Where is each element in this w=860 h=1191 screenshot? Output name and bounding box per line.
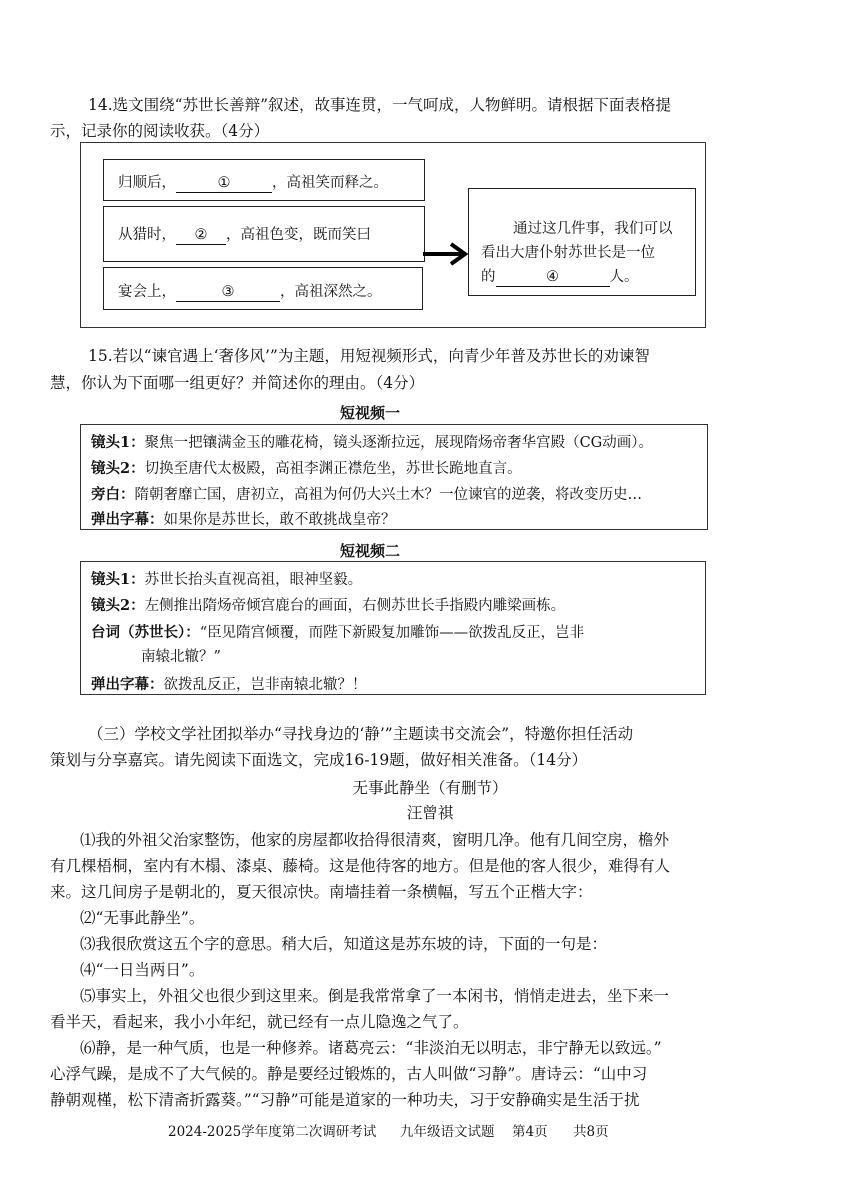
video2-row3-label: 台词（苏世长）： bbox=[91, 624, 200, 641]
video1-row-4 bbox=[91, 508, 396, 529]
video1-table bbox=[80, 424, 708, 530]
video2-row2-label: 镜头2： bbox=[91, 597, 145, 614]
video1-row-3 bbox=[91, 483, 642, 504]
video2-row4-label: 弹出字幕： bbox=[91, 676, 164, 693]
video1-row-2 bbox=[91, 457, 522, 478]
para3: ⑶我很欣赏这五个字的意思。稍大后，知道这是苏东坡的诗，下面的一句是： bbox=[80, 935, 608, 953]
video1-row3-text: 隋朝奢靡亡国，唐初立，高祖为何仍大兴土木？一位谏官的逆袭，将改变历史… bbox=[134, 487, 642, 503]
footer-exam-name: 2024-2025学年度第二次调研考试 bbox=[168, 1124, 377, 1140]
q15-prompt-line1: 15.若以“谏官遇上‘奢侈风’”为主题，用短视频形式，向青少年普及苏世长的劝谏智 bbox=[88, 347, 650, 365]
q14-box-3 bbox=[103, 267, 423, 310]
video1-row-1 bbox=[91, 431, 653, 452]
box3-suffix: ，高祖深然之。 bbox=[280, 284, 382, 300]
video2-row-2 bbox=[91, 594, 565, 615]
blank-3[interactable]: ③ bbox=[176, 283, 280, 302]
video1-row2-label: 镜头2： bbox=[91, 460, 145, 477]
video1-row2-text: 切换至唐代太极殿，高祖李渊正襟危坐，苏世长跪地直言。 bbox=[144, 461, 522, 477]
blank-2[interactable]: ② bbox=[176, 226, 226, 245]
article-title: 无事此静坐（有删节） bbox=[352, 779, 508, 797]
para1-line1: ⑴我的外祖父治家整饬，他家的房屋都收拾得很清爽，窗明几净。他有几间空房，檐外 bbox=[80, 831, 670, 849]
para4: ⑷“一日当两日”。 bbox=[80, 961, 205, 979]
q14-box-2 bbox=[103, 206, 425, 262]
para1-line3: 来。这几间房子是朝北的，夏天很凉快。南墙挂着一条横幅，写五个正楷大字： bbox=[50, 883, 593, 901]
arrow-right-icon bbox=[421, 241, 471, 267]
box3-prefix: 宴会上， bbox=[118, 284, 176, 300]
conclusion-line3-prefix: 的 bbox=[481, 269, 496, 285]
section3-intro-line2: 策划与分享嘉宾。请先阅读下面选文，完成16-19题，做好相关准备。（14分） bbox=[50, 751, 588, 769]
q14-conclusion-box bbox=[468, 188, 696, 296]
q14-prompt-line1: 14.选文围绕“苏世长善辩”叙述，故事连贯，一气呵成，人物鲜明。请根据下面表格提 bbox=[88, 96, 672, 114]
footer-subject: 九年级语文试题 bbox=[400, 1124, 495, 1140]
conclusion-line3-suffix: 人。 bbox=[609, 269, 639, 285]
video2-row1-text: 苏世长抬头直视高祖，眼神坚毅。 bbox=[144, 572, 363, 588]
video2-table bbox=[80, 561, 706, 695]
blank-4[interactable]: ④ bbox=[496, 268, 610, 287]
footer-page-number: 第4页 bbox=[512, 1124, 548, 1140]
video2-row4-text: 欲拨乱反正，岂非南辕北辙？！ bbox=[163, 677, 367, 693]
video2-row1-label: 镜头1： bbox=[91, 571, 145, 588]
para6-line2: 心浮气躁，是成不了大气候的。静是要经过锻炼的，古人叫做“习静”。唐诗云：“山中习 bbox=[50, 1065, 648, 1083]
para5-line1: ⑸事实上，外祖父也很少到这里来。倒是我常常拿了一本闲书，悄悄走进去，坐下来一 bbox=[80, 987, 670, 1005]
para6-line1: ⑹静，是一种气质，也是一种修养。诸葛亮云：“非淡泊无以明志，非宁静无以致远。” bbox=[80, 1039, 662, 1057]
video2-row-3 bbox=[91, 621, 584, 642]
video2-row-3-continued: 南辕北辙？” bbox=[141, 649, 221, 665]
para2: ⑵“无事此静坐”。 bbox=[80, 909, 205, 927]
video1-row1-label: 镜头1： bbox=[91, 434, 145, 451]
box2-suffix: ，高祖色变，既而笑曰 bbox=[226, 227, 371, 243]
q14-prompt-line2: 示，记录你的阅读收获。（4分） bbox=[50, 122, 270, 140]
blank-1[interactable]: ① bbox=[176, 174, 272, 193]
video1-row1-text: 聚焦一把镶满金玉的雕花椅，镜头逐渐拉远，展现隋炀帝奢华宫殿（CG动画）。 bbox=[144, 435, 654, 451]
video1-title: 短视频一 bbox=[340, 404, 401, 422]
conclusion-line1: 通过这几件事，我们可以 bbox=[513, 221, 673, 237]
video2-row-1 bbox=[91, 568, 362, 589]
footer-total-pages: 共8页 bbox=[573, 1124, 609, 1140]
section3-intro-line1: （三）学校文学社团拟举办“寻找身边的‘静’”主题读书交流会”，特邀你担任活动 bbox=[88, 725, 634, 743]
para6-line3: 静朝观槿，松下清斋折露葵。”“习静”可能是道家的一种功夫，习于安静确实是生活于扰 bbox=[50, 1091, 640, 1109]
video2-row2-text: 左侧推出隋炀帝倾宫鹿台的画面，右侧苏世长手指殿内雕梁画栋。 bbox=[144, 598, 566, 614]
video1-row4-text: 如果你是苏世长，敢不敢挑战皇帝？ bbox=[163, 512, 396, 528]
video2-title: 短视频二 bbox=[340, 542, 401, 560]
box1-prefix: 归顺后， bbox=[118, 175, 176, 191]
conclusion-line2: 看出大唐仆射苏世长是一位 bbox=[481, 245, 655, 261]
video2-row-4 bbox=[91, 673, 367, 694]
box2-prefix: 从猎时， bbox=[118, 227, 176, 243]
video1-row4-label: 弹出字幕： bbox=[91, 511, 164, 528]
q14-diagram-frame bbox=[80, 142, 706, 328]
video2-row3-text: “臣见隋宫倾覆，而陛下新殿复加雕饰——欲拨乱反正，岂非 bbox=[199, 625, 585, 641]
article-author: 汪曾祺 bbox=[406, 804, 454, 822]
q14-box-1 bbox=[103, 159, 425, 201]
para1-line2: 有几棵梧桐，室内有木榻、漆桌、藤椅。这是他待客的地方。但是他的客人很少，难得有人 bbox=[50, 857, 671, 875]
video1-row3-label: 旁白： bbox=[91, 486, 135, 503]
box1-suffix: ，高祖笑而释之。 bbox=[272, 175, 388, 191]
q15-prompt-line2: 慧，你认为下面哪一组更好？并简述你的理由。（4分） bbox=[50, 374, 425, 392]
para5-line2: 看半天，看起来，我小小年纪，就已经有一点儿隐逸之气了。 bbox=[50, 1013, 469, 1031]
